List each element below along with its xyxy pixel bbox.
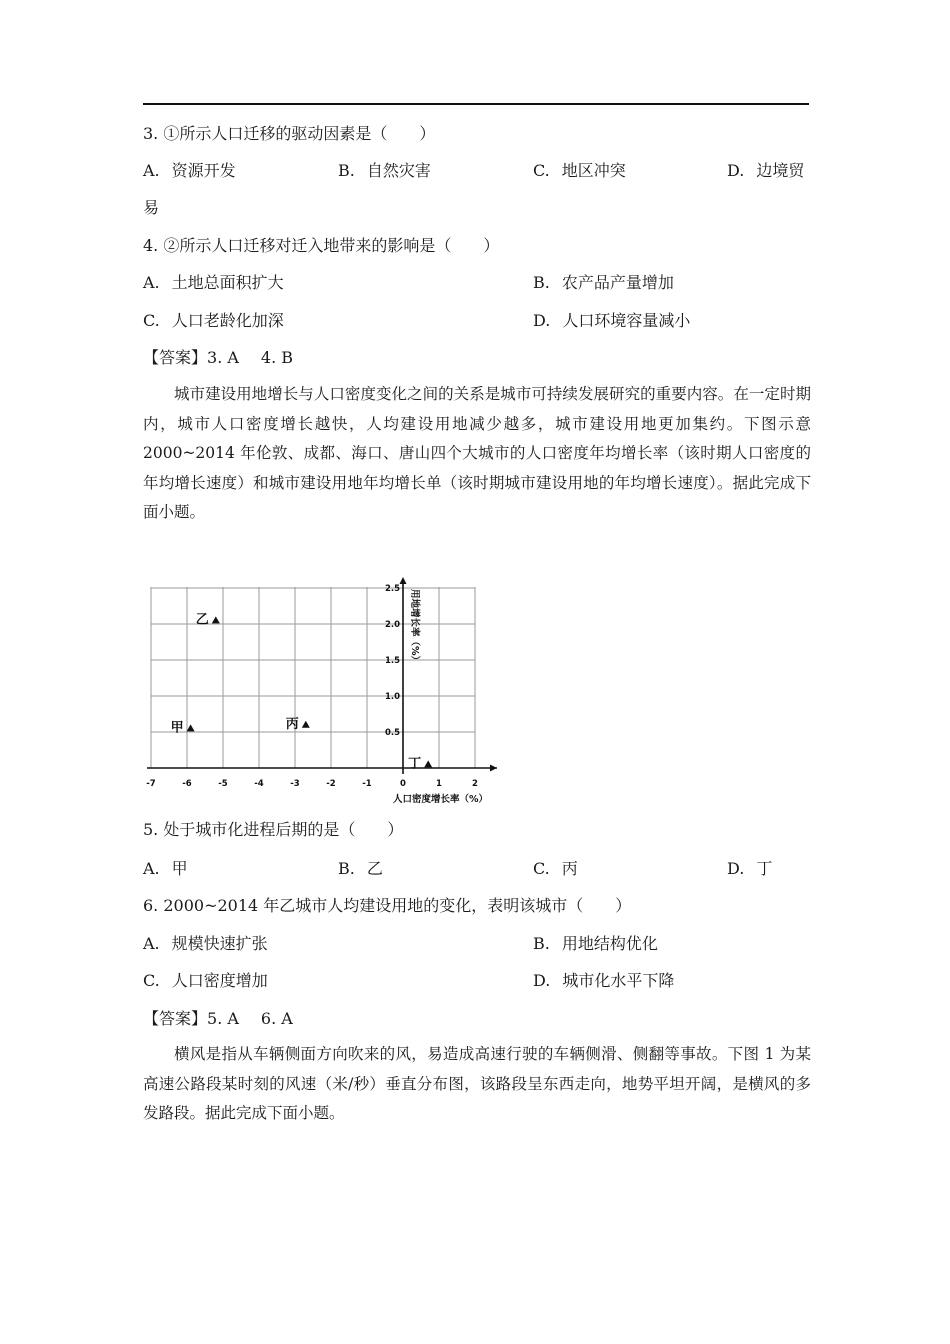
option-label: D. [727,161,745,180]
y-tick-label: 0.5 [384,728,400,738]
x-tick-label: -3 [290,779,300,789]
option-label: B. [338,859,355,878]
option-label: B. [338,161,355,180]
answer-block-2 [143,1009,293,1029]
option-label: A. [143,161,160,180]
q5-option-c[interactable] [533,859,578,879]
q4-option-d[interactable] [533,311,690,331]
y-tick-label: 2.0 [384,620,400,630]
q4-option-a[interactable] [143,273,284,293]
option-text: 丁 [756,859,773,878]
option-label: D. [533,311,551,330]
q3-option-c[interactable] [533,161,626,181]
y-tick-label: 1.0 [384,692,400,702]
x-tick-label: 2 [472,779,478,789]
x-tick-label: -7 [146,779,156,789]
q3-option-d-wrap: 易 [143,198,160,217]
option-text: 乙 [366,859,383,878]
q6-option-c[interactable] [143,971,268,991]
option-label: A. [143,273,160,292]
answer-prefix: 【答案】 [143,348,208,367]
question-3-stem: 3. ①所示人口迁移的驱动因素是（ ） [143,124,436,143]
option-label: D. [533,971,551,990]
q5-option-a[interactable] [143,859,188,879]
x-tick-label: 1 [436,779,442,789]
q6-option-b[interactable] [533,934,658,954]
option-text: 用地结构优化 [561,934,658,953]
option-label: B. [533,934,550,953]
question-6-stem: 6. 2000~2014 年乙城市人均建设用地的变化，表明该城市（ ） [143,896,632,915]
option-label: A. [143,859,160,878]
passage-crosswind: 横风是指从车辆侧面方向吹来的风，易造成高速行驶的车辆侧滑、侧翻等事故。下图 1 为某高速公路段某时刻的风速（米/秒）垂直分布图，该路段呈东西走向，地势平坦开阔，是横风的多发路段。据此完成下面小题。 [143,1045,811,1123]
answer-4: 4. B [260,348,294,367]
option-text: 边境贸 [756,161,805,180]
passage-urban-land: 城市建设用地增长与人口密度变化之间的关系是城市可持续发展研究的重要内容。在一定时期内，城市人口密度增长越快，人均建设用地减少越多，城市建设用地更加集约。下图示意 2000~2014 年伦敦、成都、海口、唐山四个大城市的人口密度年均增长率（该时期人口密度的年均增长速度）和城市建设用地年均增长单（该时期城市建设用地的年均增长速度）。据此完成下面小题。 [143,385,811,522]
y-axis-label: 用地增长率（%） [409,589,420,666]
point-label-丁: 丁 [408,756,422,772]
option-text: 规模快速扩张 [171,934,268,953]
option-text: 丙 [561,859,578,878]
q4-option-c[interactable] [143,311,284,331]
option-label: C. [533,161,550,180]
x-tick-label: -5 [218,779,228,789]
q3-option-b[interactable] [338,161,431,181]
option-label: C. [143,311,160,330]
option-text: 人口老龄化加深 [171,311,284,330]
y-tick-label: 2.5 [384,584,400,594]
q5-option-d[interactable] [727,859,772,879]
answer-3: 3. A [207,348,239,367]
option-label: A. [143,934,160,953]
header-rule [143,103,809,105]
option-text: 城市化水平下降 [562,971,675,990]
point-label-丙: 丙 [285,716,299,732]
q4-option-b[interactable] [533,273,674,293]
option-text: 自然灾害 [366,161,431,180]
y-tick-label: 1.5 [384,656,400,666]
q3-option-a[interactable] [143,161,236,181]
scatter-chart [143,577,503,809]
option-text: 农产品产量增加 [561,273,674,292]
x-tick-label: -6 [182,779,192,789]
option-label: C. [533,859,550,878]
answer-6: 6. A [260,1009,293,1028]
point-label-甲: 甲 [170,720,184,736]
x-tick-label: -4 [254,779,264,789]
option-text: 人口密度增加 [171,971,268,990]
option-text: 资源开发 [171,161,236,180]
option-label: C. [143,971,160,990]
q5-option-b[interactable] [338,859,383,879]
option-text: 地区冲突 [561,161,626,180]
option-text: 人口环境容量减小 [562,311,691,330]
answer-prefix: 【答案】 [143,1009,208,1028]
option-label: D. [727,859,745,878]
q6-option-d[interactable] [533,971,674,991]
point-label-乙: 乙 [195,612,209,628]
q6-option-a[interactable] [143,934,268,954]
x-axis-label: 人口密度增长率（%） [393,794,489,805]
q3-option-d[interactable] [727,161,804,181]
question-5-stem: 5. 处于城市化进程后期的是（ ） [143,820,404,839]
question-4-stem: 4. ②所示人口迁移对迁入地带来的影响是（ ） [143,236,500,255]
option-text: 甲 [171,859,188,878]
option-label: B. [533,273,550,292]
answer-block-1 [143,348,293,368]
x-tick-label: 0 [400,779,406,789]
option-text: 土地总面积扩大 [171,273,284,292]
x-tick-label: -1 [362,779,372,789]
answer-5: 5. A [207,1009,239,1028]
x-tick-label: -2 [326,779,336,789]
